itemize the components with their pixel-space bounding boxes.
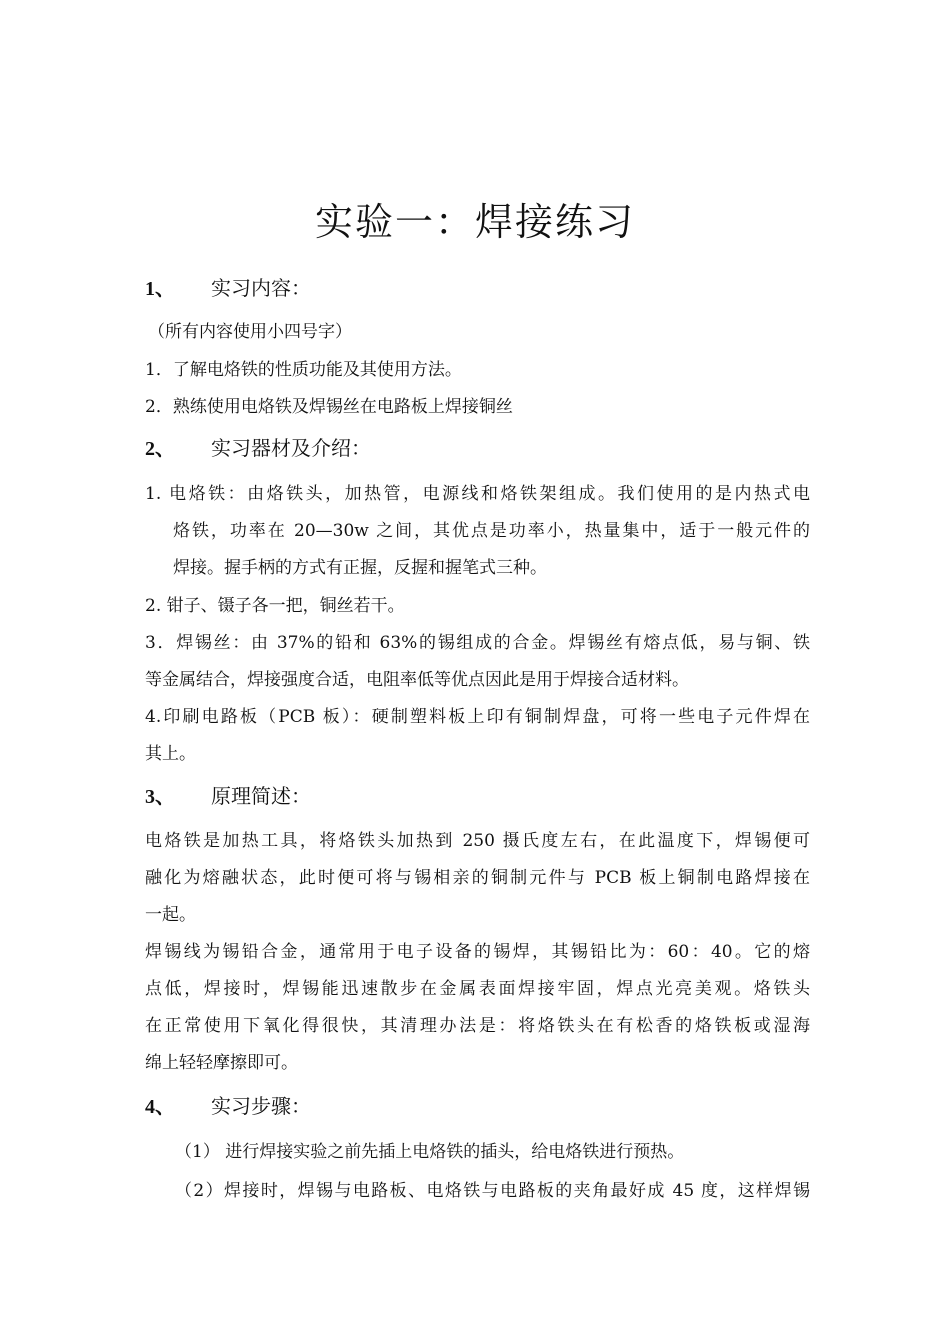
principle-para-2-line-4: 绵上轻轻摩擦即可。 xyxy=(145,1053,298,1073)
section-heading-2 xyxy=(145,434,371,463)
section-heading-3 xyxy=(145,782,311,811)
equipment-item-1-line-1: 1. 电烙铁：由烙铁头，加热管，电源线和烙铁架组成。我们使用的是内热式电 xyxy=(145,484,810,504)
section-number: 3、 xyxy=(145,786,175,808)
equipment-item-3-line-1: 3．焊锡丝：由 37%的铅和 63%的锡组成的合金。焊锡丝有熔点低，易与铜、铁 xyxy=(145,633,810,653)
section-label: 原理简述： xyxy=(211,784,311,808)
step-2: （2）焊接时，焊锡与电路板、电烙铁与电路板的夹角最好成 45 度，这样焊锡 xyxy=(175,1181,810,1201)
section-number: 4、 xyxy=(145,1096,175,1118)
principle-para-1-line-3: 一起。 xyxy=(145,905,196,925)
principle-para-2-line-2: 点低，焊接时，焊锡能迅速散步在金属表面焊接牢固，焊点光亮美观。烙铁头 xyxy=(145,979,810,999)
principle-para-1-line-1: 电烙铁是加热工具，将烙铁头加热到 250 摄氏度左右，在此温度下，焊锡便可 xyxy=(145,831,810,851)
equipment-item-1-line-2: 烙铁，功率在 20—30w 之间，其优点是功率小，热量集中，适于一般元件的 xyxy=(173,521,810,541)
content-item-2: 2．熟练使用电烙铁及焊锡丝在电路板上焊接铜丝 xyxy=(145,397,513,417)
equipment-item-4-line-2: 其上。 xyxy=(145,744,196,764)
section-label: 实习步骤： xyxy=(211,1094,311,1118)
equipment-item-4-line-1: 4.印刷电路板（PCB 板）：硬制塑料板上印有铜制焊盘，可将一些电子元件焊在 xyxy=(145,707,810,727)
section-number: 1、 xyxy=(145,278,175,300)
section-label: 实习器材及介绍： xyxy=(211,436,371,460)
content-note: （所有内容使用小四号字） xyxy=(148,322,352,342)
principle-para-1-line-2: 融化为熔融状态，此时便可将与锡相亲的铜制元件与 PCB 板上铜制电路焊接在 xyxy=(145,868,810,888)
principle-para-2-line-1: 焊锡线为锡铅合金，通常用于电子设备的锡焊，其锡铅比为：60：40。它的熔 xyxy=(145,942,810,962)
content-item-1: 1．了解电烙铁的性质功能及其使用方法。 xyxy=(145,360,462,380)
page-title: 实验一：焊接练习 xyxy=(314,200,635,244)
section-label: 实习内容： xyxy=(211,276,311,300)
equipment-item-3-line-2: 等金属结合，焊接强度合适，电阻率低等优点因此是用于焊接合适材料。 xyxy=(145,670,689,690)
section-heading-4 xyxy=(145,1092,311,1121)
section-number: 2、 xyxy=(145,438,175,460)
equipment-item-1-line-3: 焊接。握手柄的方式有正握，反握和握笔式三种。 xyxy=(173,558,547,578)
principle-para-2-line-3: 在正常使用下氧化得很快，其清理办法是：将烙铁头在有松香的烙铁板或湿海 xyxy=(145,1016,810,1036)
section-heading-1 xyxy=(145,274,311,303)
step-1: （1） 进行焊接实验之前先插上电烙铁的插头，给电烙铁进行预热。 xyxy=(175,1142,685,1162)
equipment-item-2: 2. 钳子、镊子各一把，铜丝若干。 xyxy=(145,596,405,616)
